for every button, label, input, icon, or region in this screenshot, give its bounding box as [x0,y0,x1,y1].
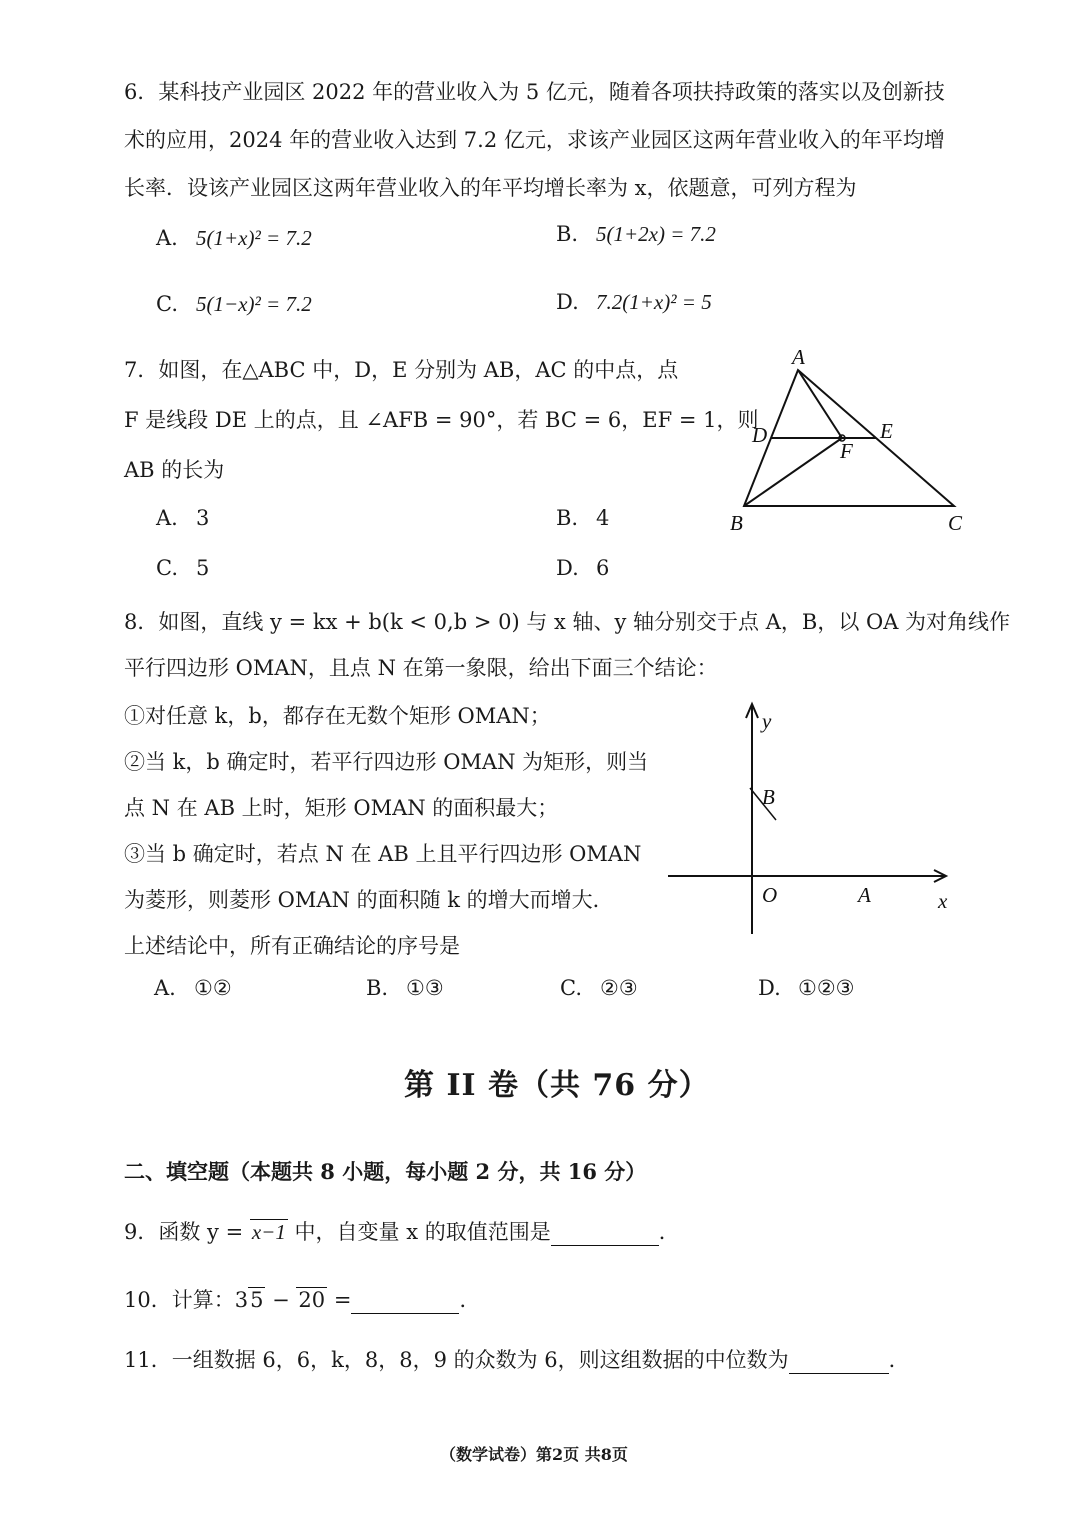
q8-option-c[interactable]: C. ②③ [560,976,638,1000]
label-x: x [938,889,948,913]
q9-radical: x−1 [251,1220,286,1244]
q7-option-b[interactable]: B. 4 [556,506,610,530]
section2-title: 第 II 卷（共 76 分） [404,1068,710,1103]
q10-answer-blank[interactable] [351,1291,459,1314]
label-a: A [792,345,805,369]
segment-af [798,370,842,438]
q7-option-c[interactable]: C. 5 [156,556,210,580]
q6-line3: 长率．设该产业园区这两年营业收入的年平均增长率为 x，依题意，可列方程为 [124,176,857,200]
q7-triangle-figure [726,340,976,545]
q8-conclusion-2a: ②当 k，b 确定时，若平行四边形 OMAN 为矩形，则当 [124,750,649,774]
q6-option-b[interactable]: B. 5(1+2x) = 7.2 [556,222,716,246]
label-e: E [880,419,893,443]
q7-option-d[interactable]: D. 6 [556,556,610,580]
page-footer: （数学试卷）第2页 共8页 [440,1445,628,1464]
q9-answer-blank[interactable] [551,1223,659,1246]
q11: 11．一组数据 6，6，k，8，8，9 的众数为 6，则这组数据的中位数为 ． [124,1348,910,1372]
q7-line1: 7．如图，在△ABC 中，D，E 分别为 AB，AC 的中点，点 [124,358,679,382]
label-a: A [858,883,871,907]
q8-line1: 8．如图，直线 y = kx + b(k < 0,b > 0) 与 x 轴、y 轴分别交于点 A，B，以 OA 为对角线作 [124,610,1011,634]
q7-option-a[interactable]: A. 3 [156,506,210,530]
part2-title: 二、填空题（本题共 8 小题，每小题 2 分，共 16 分） [124,1159,647,1184]
q11-answer-blank[interactable] [789,1351,889,1374]
q10: 10．计算：35 − 20 = ． [124,1288,481,1312]
q8-option-b[interactable]: B. ①③ [366,976,444,1000]
label-c: C [948,511,963,535]
q8-line2: 平行四边形 OMAN，且点 N 在第一象限，给出下面三个结论： [124,656,718,680]
q8-conclusion-1: ①对任意 k，b，都存在无数个矩形 OMAN； [124,704,551,728]
q8-option-a[interactable]: A. ①② [154,976,232,1000]
label-d: D [752,423,768,447]
q8-ask: 上述结论中，所有正确结论的序号是 [124,934,460,958]
label-b: B [762,785,775,809]
segment-bf [744,438,842,506]
q8-conclusion-3a: ③当 b 确定时，若点 N 在 AB 上且平行四边形 OMAN [124,842,642,866]
q8-option-d[interactable]: D. ①②③ [758,976,855,1000]
q6-line2: 术的应用，2024 年的营业收入达到 7.2 亿元，求该产业园区这两年营业收入的年平均增 [124,128,945,152]
q7-line2: F 是线段 DE 上的点，且 ∠AFB = 90°，若 BC = 6，EF = 1，则 [124,408,759,432]
q8-conclusion-2b: 点 N 在 AB 上时，矩形 OMAN 的面积最大； [124,796,559,820]
q6-option-c[interactable]: C. 5(1−x)² = 7.2 [156,292,312,316]
q6-line1: 6．某科技产业园区 2022 年的营业收入为 5 亿元，随着各项扶持政策的落实以及创新技 [124,80,945,104]
q6-option-d[interactable]: D. 7.2(1+x)² = 5 [556,290,712,314]
q8-conclusion-3b: 为菱形，则菱形 OMAN 的面积随 k 的增大而增大． [124,888,614,912]
q6-option-a[interactable]: A. 5(1+x)² = 7.2 [156,226,312,250]
label-b: B [730,511,743,535]
q9: 9．函数 y = x−1 中，自变量 x 的取值范围是 ． [124,1220,680,1244]
label-o: O [762,883,778,907]
label-f: F [840,439,853,463]
label-y: y [762,709,772,733]
q7-line3: AB 的长为 [124,458,225,482]
q8-axes-figure [664,696,964,941]
